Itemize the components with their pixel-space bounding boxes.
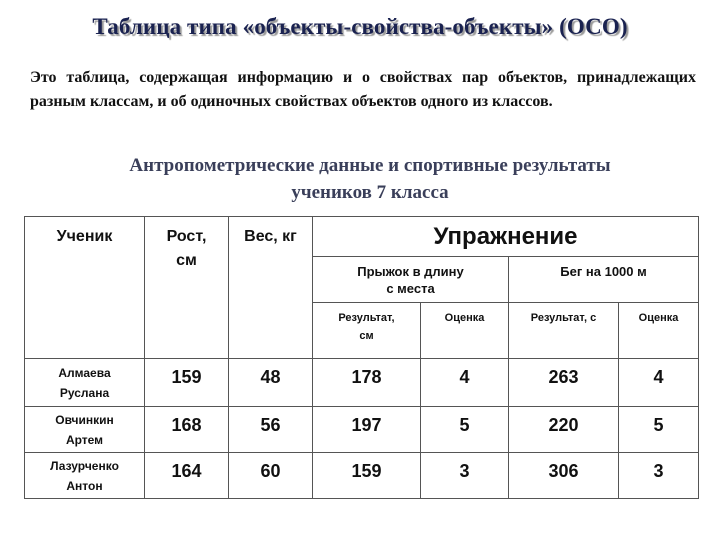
cell-jump-grade: 3 xyxy=(421,453,509,499)
cell-student-name xyxy=(25,453,145,499)
header-jump-label-1: Прыжок в длину xyxy=(357,264,464,279)
cell-run-grade: 5 xyxy=(619,407,699,453)
cell-run-grade: 4 xyxy=(619,359,699,407)
header-student-label: Ученик xyxy=(56,228,113,245)
slide-title: Таблица типа «объекты-свойства-объекты» (ОСО) xyxy=(92,14,628,39)
student-first-line: Алмаева xyxy=(58,365,111,380)
student-second-line: Руслана xyxy=(59,385,110,400)
cell-jump-result: 159 xyxy=(313,453,421,499)
cell-weight: 56 xyxy=(229,407,313,453)
table-caption-line-2: учеников 7 класса xyxy=(291,182,449,203)
header-run-grade-label: Оценка xyxy=(638,312,679,324)
header-height-label-1: Рост, xyxy=(166,228,207,245)
cell-jump-grade: 4 xyxy=(421,359,509,407)
cell-jump-result: 178 xyxy=(313,359,421,407)
header-height xyxy=(145,217,229,359)
header-jump xyxy=(313,257,509,303)
table-row xyxy=(25,359,699,407)
header-run-grade xyxy=(619,303,699,359)
header-jump-label-2: с места xyxy=(386,281,435,296)
header-jump-grade-label: Оценка xyxy=(444,312,485,324)
table-caption-line-1: Антропометрические данные и спортивные результаты xyxy=(129,155,611,176)
cell-jump-result: 197 xyxy=(313,407,421,453)
header-run-label: Бег на 1000 м xyxy=(560,264,647,279)
cell-student-name xyxy=(25,407,145,453)
cell-height: 159 xyxy=(145,359,229,407)
header-jump-result-label-2: см xyxy=(359,330,374,342)
student-first-line: Овчинкин xyxy=(55,412,114,427)
header-student xyxy=(25,217,145,359)
header-run xyxy=(509,257,699,303)
cell-height: 168 xyxy=(145,407,229,453)
header-jump-result xyxy=(313,303,421,359)
cell-run-result: 263 xyxy=(509,359,619,407)
cell-run-result: 220 xyxy=(509,407,619,453)
cell-jump-grade: 5 xyxy=(421,407,509,453)
cell-height: 164 xyxy=(145,453,229,499)
student-second-line: Артем xyxy=(65,432,104,447)
cell-student-name xyxy=(25,359,145,407)
header-weight-label: Вес, кг xyxy=(244,228,297,245)
header-jump-grade xyxy=(421,303,509,359)
cell-weight: 48 xyxy=(229,359,313,407)
description-text: Это таблица, содержащая информацию и о свойствах пар объектов, принадлежащих разным классам, и об одиночных свойствах объектов одного из классов. xyxy=(30,69,696,110)
header-exercise xyxy=(313,217,699,257)
student-first-line: Лазурченко xyxy=(50,458,119,473)
header-jump-result-label-1: Результат, xyxy=(338,312,395,324)
cell-weight: 60 xyxy=(229,453,313,499)
header-run-result xyxy=(509,303,619,359)
header-height-label-2: см xyxy=(176,252,197,269)
results-table xyxy=(24,216,699,499)
cell-run-result: 306 xyxy=(509,453,619,499)
table-caption xyxy=(40,152,700,206)
table-row xyxy=(25,407,699,453)
table-row xyxy=(25,453,699,499)
cell-run-grade: 3 xyxy=(619,453,699,499)
header-run-result-label: Результат, с xyxy=(530,312,597,324)
header-exercise-label: Упражнение xyxy=(433,222,578,250)
header-weight xyxy=(229,217,313,359)
student-second-line: Антон xyxy=(66,478,103,493)
